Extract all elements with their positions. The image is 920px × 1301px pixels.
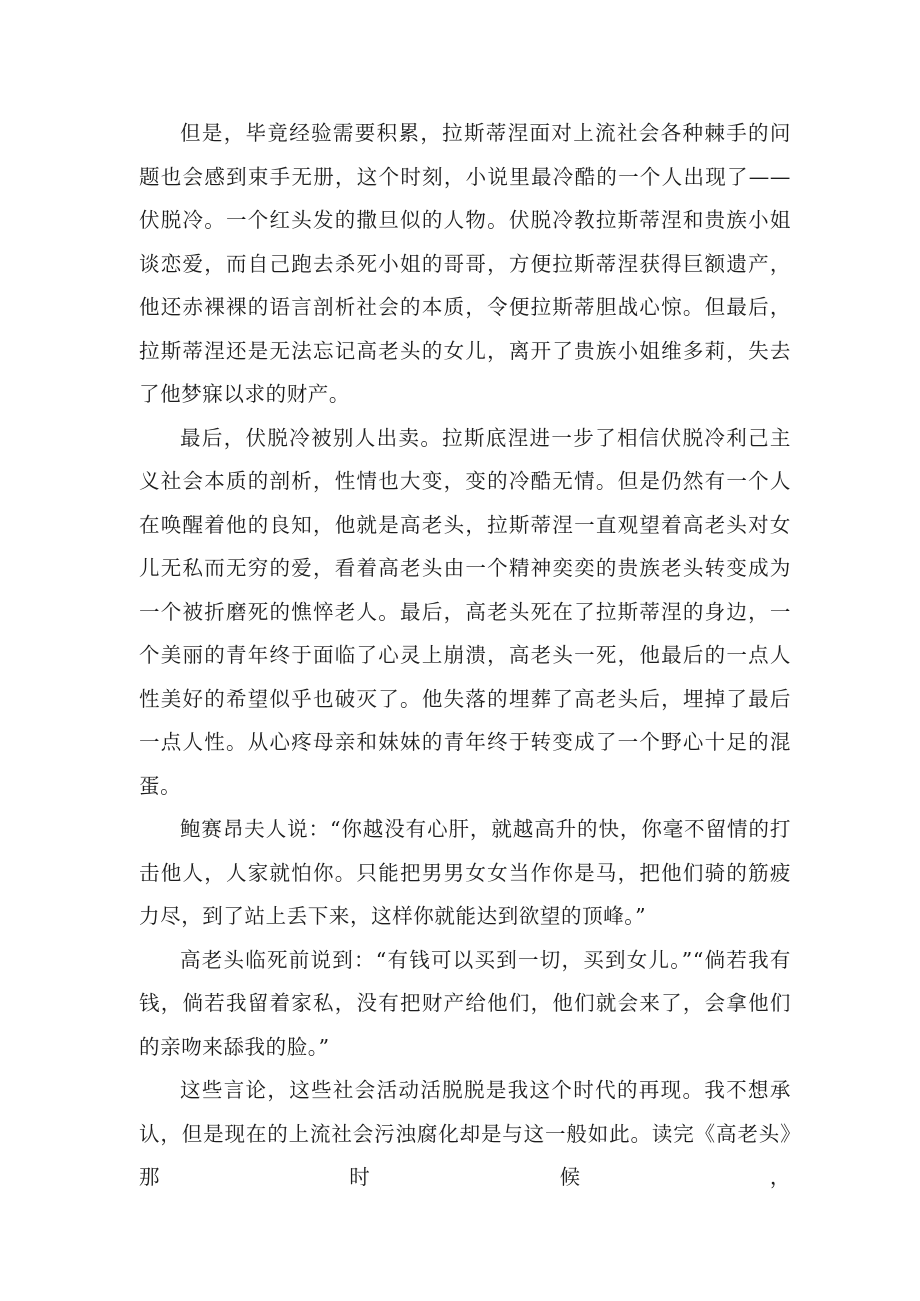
paragraph-vautrin-betrayed: 最后，伏脱冷被别人出卖。拉斯底涅进一步了相信伏脱冷利己主义社会本质的剖析，性情也大变，变的冷酷无情。但是仍然有一个人在唤醒着他的良知，他就是高老头，拉斯蒂涅一直观望着高老头对女儿无私而无穷的爱，看着高老头由一个精神奕奕的贵族老头转变成为一个被折磨死的憔悴老人。最后，高老头死在了拉斯蒂涅的身边，一个美丽的青年终于面临了心灵上崩溃，高老头一死，他最后的一点人性美好的希望似乎也破灭了。他失落的埋葬了高老头后，埋掉了最后一点人性。从心疼母亲和妹妹的青年终于转变成了一个野心十足的混蛋。 [139, 425, 791, 798]
paragraph-goriot-quote: 高老头临死前说到：“有钱可以买到一切，买到女儿。”“倘若我有钱，倘若我留着家私，没有把财产给他们，他们就会来了，会拿他们的亲吻来舔我的脸。” [139, 947, 791, 1059]
document-page [139, 112, 791, 1200]
paragraph-beauseant-quote: 鲍赛昂夫人说：“你越没有心肝，就越高升的快，你毫不留情的打击他人，人家就怕你。只能把男男女女当作你是马，把他们骑的筋疲力尽，到了站上丢下来，这样你就能达到欲望的顶峰。” [139, 817, 791, 928]
paragraph-reflection: 这些言论，这些社会活动活脱脱是我这个时代的再现。我不想承认，但是现在的上流社会污浊腐化却是与这一般如此。读完《高老头》那时候， [139, 1078, 791, 1189]
paragraph-rastignac-vautrin: 但是，毕竟经验需要积累，拉斯蒂涅面对上流社会各种棘手的问题也会感到束手无册，这个时刻，小说里最冷酷的一个人出现了——伏脱冷。一个红头发的撒旦似的人物。伏脱冷教拉斯蒂涅和贵族小姐谈恋爱，而自己跑去杀死小姐的哥哥，方便拉斯蒂涅获得巨额遗产，他还赤裸裸的语言剖析社会的本质，令便拉斯蒂胆战心惊。但最后，拉斯蒂涅还是无法忘记高老头的女儿，离开了贵族小姐维多莉，失去了他梦寐以求的财产。 [139, 121, 791, 406]
